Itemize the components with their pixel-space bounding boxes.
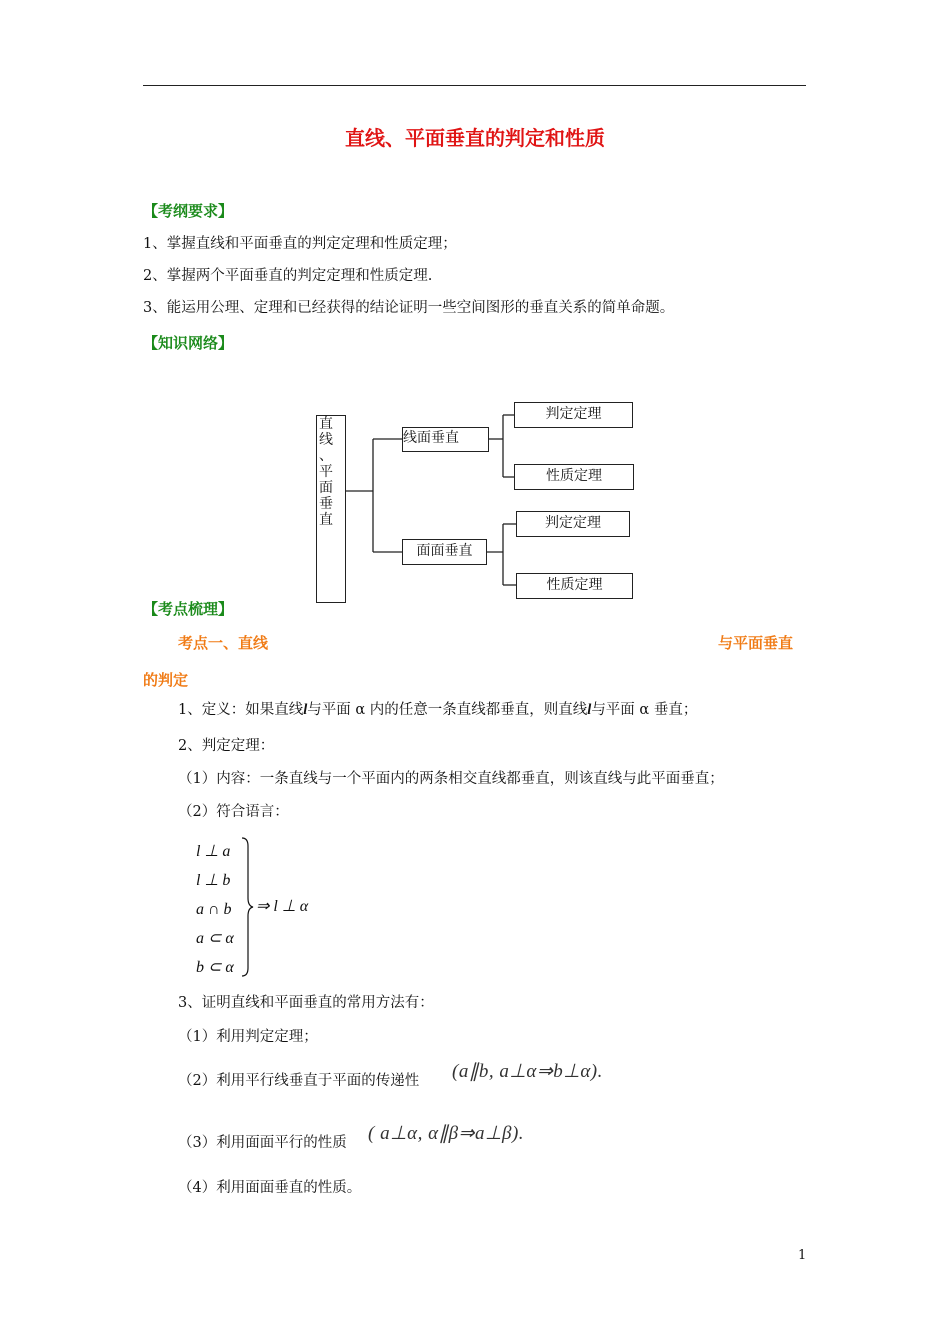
definition-part-a: 1、定义：如果直线 [178, 702, 304, 718]
line-symbol-l: l [303, 702, 308, 718]
root-char: 平 [319, 464, 333, 480]
header-rule [143, 85, 806, 86]
definition-line [178, 700, 697, 720]
requirement-2: 2、掌握两个平面垂直的判定定理和性质定理. [143, 268, 433, 284]
conclusion: ⇒ l ⊥ α [256, 898, 309, 915]
root-char: 线 [319, 432, 333, 448]
method-1: （1）利用判定定理； [178, 1029, 318, 1045]
root-char: 直 [319, 512, 333, 528]
theorem-title: 2、判定定理： [178, 738, 275, 754]
condition-item: l ⊥ a [196, 843, 231, 860]
condition-list [196, 837, 234, 982]
definition-part-c: 与平面 α 垂直； [591, 702, 698, 718]
method-3: （3）利用面面平行的性质 [178, 1135, 347, 1151]
root-char: 、 [319, 448, 333, 464]
line-plane-prop-box: 性质定理 [514, 464, 634, 490]
plane-plane-box: 面面垂直 [402, 539, 487, 565]
theorem-content: （1）内容：一条直线与一个平面内的两条相交直线都垂直，则该直线与此平面垂直； [178, 771, 724, 787]
root-char: 面 [319, 480, 333, 496]
root-char: 垂 [319, 496, 333, 512]
condition-item: a ∩ b [196, 901, 232, 918]
definition-part-b: 与平面 α 内的任意一条直线都垂直，则直线 [307, 702, 588, 718]
diagram-root-box [316, 415, 346, 603]
plane-plane-prop-box: 性质定理 [516, 573, 633, 599]
point1-heading-left: 考点一、直线 [178, 634, 269, 652]
method-2-formula: (a∥b, a⊥α⇒b⊥α). [452, 1061, 603, 1082]
network-heading: 【知识网络】 [143, 334, 234, 352]
curly-brace [240, 836, 254, 978]
requirement-3: 3、能运用公理、定理和已经获得的结论证明一些空间图形的垂直关系的简单命题。 [143, 300, 675, 316]
line-plane-judge-box: 判定定理 [514, 402, 633, 428]
page-number: 1 [798, 1248, 807, 1263]
requirement-1: 1、掌握直线和平面垂直的判定定理和性质定理； [143, 236, 457, 252]
method-3-formula: ( a⊥α, α∥β⇒a⊥β). [368, 1123, 525, 1144]
condition-item: a ⊂ α [196, 930, 234, 947]
point1-heading-tail: 的判定 [143, 671, 189, 689]
root-char: 直 [319, 416, 333, 432]
condition-item: b ⊂ α [196, 959, 234, 976]
points-heading: 【考点梳理】 [143, 600, 234, 618]
method-4: （4）利用面面垂直的性质。 [178, 1180, 362, 1196]
method-2: （2）利用平行线垂直于平面的传递性 [178, 1073, 420, 1089]
page-title: 直线、平面垂直的判定和性质 [345, 126, 605, 150]
point1-heading-right: 与平面垂直 [718, 634, 794, 652]
line-plane-box: 线面垂直 [402, 427, 489, 452]
knowledge-network-diagram [300, 398, 640, 608]
methods-title: 3、证明直线和平面垂直的常用方法有： [178, 995, 434, 1011]
symbolic-language-label: （2）符合语言： [178, 804, 289, 820]
line-symbol-l: l [587, 702, 592, 718]
requirements-heading: 【考纲要求】 [143, 202, 234, 220]
plane-plane-judge-box: 判定定理 [516, 511, 630, 537]
condition-item: l ⊥ b [196, 872, 231, 889]
